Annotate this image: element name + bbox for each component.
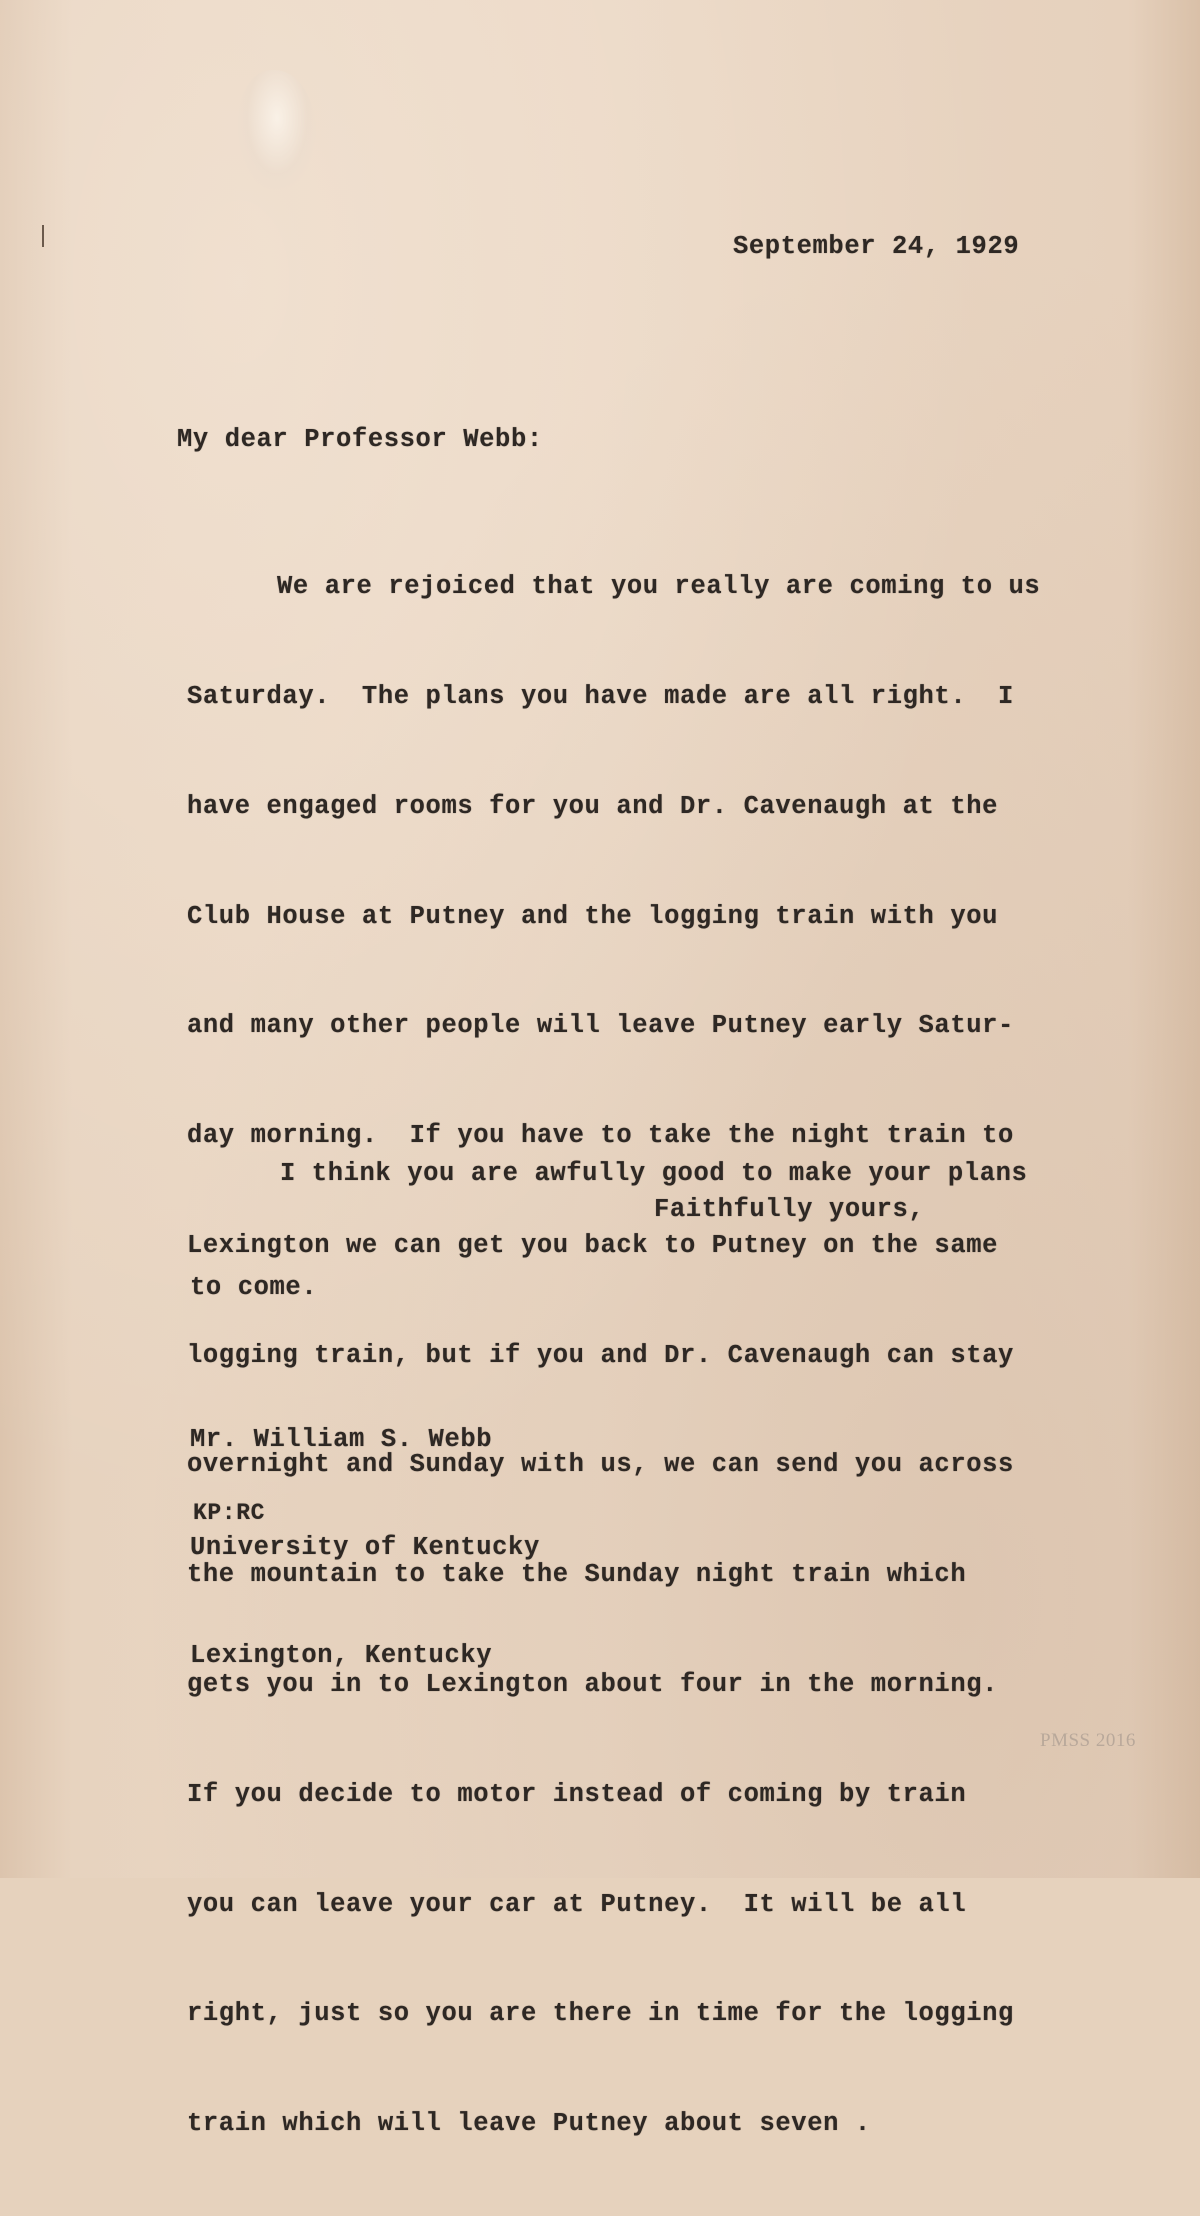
address-line: Lexington, Kentucky <box>190 1641 493 1670</box>
paragraph-1-line: train which will leave Putney about seven . <box>187 2109 871 2139</box>
closing: Faithfully yours, <box>654 1195 925 1224</box>
paragraph-1-line: day morning. If you have to take the night train to <box>187 1121 1014 1151</box>
paragraph-1-line: right, just so you are there in time for the logging <box>187 1999 1014 2029</box>
paper-stain <box>238 70 316 190</box>
paragraph-1-line: If you decide to motor instead of coming by train <box>187 1779 967 1809</box>
paragraph-1-line: the mountain to take the Sunday night train which <box>187 1560 967 1590</box>
paragraph-1-line: gets you in to Lexington about four in the morning. <box>187 1670 999 1699</box>
recipient-address <box>190 1350 540 1746</box>
paragraph-2-line: I think you are awfully good to make your plans <box>280 1159 1028 1188</box>
paragraph-1-line: We are rejoiced that you really are coming to us <box>277 572 1041 602</box>
paragraph-2 <box>190 1079 1027 1383</box>
salutation: My dear Professor Webb: <box>177 425 543 454</box>
paragraph-1-line: you can leave your car at Putney. It will be all <box>187 1889 967 1919</box>
address-line: University of Kentucky <box>190 1533 540 1562</box>
address-line: Mr. William S. Webb <box>190 1425 493 1454</box>
edge-mark <box>42 225 44 247</box>
letter-date: September 24, 1929 <box>733 232 1020 261</box>
paragraph-1-line: Club House at Putney and the logging train with you <box>187 901 999 931</box>
typist-initials: KP:RC <box>193 1500 266 1526</box>
paragraph-1-line: Lexington we can get you back to Putney on the same <box>187 1230 999 1260</box>
paragraph-1-line: and many other people will leave Putney early Satur- <box>187 1011 1014 1041</box>
archive-stamp: PMSS 2016 <box>1040 1730 1136 1751</box>
paragraph-1-line: Saturday. The plans you have made are all right. I <box>187 681 1014 711</box>
paragraph-1-line: overnight and Sunday with us, we can send you across <box>187 1450 1014 1480</box>
paragraph-1-line: have engaged rooms for you and Dr. Cavenaugh at the <box>187 791 999 821</box>
paragraph-2-line: to come. <box>190 1273 318 1302</box>
paragraph-1-line: logging train, but if you and Dr. Cavenaugh can stay <box>187 1340 1014 1370</box>
